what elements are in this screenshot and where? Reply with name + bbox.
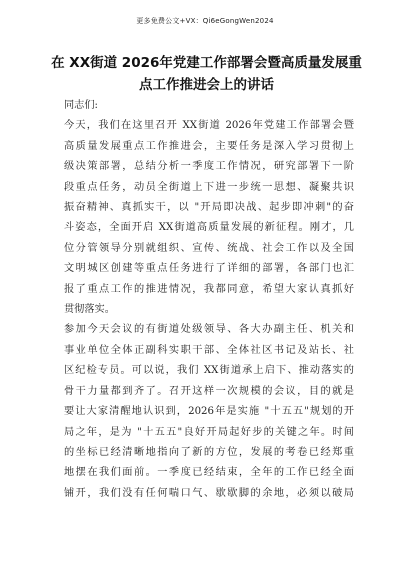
paragraph-line: 局之年，是为 "十五五"良好开局起好步的关键之年。时间 xyxy=(64,426,354,438)
document-body xyxy=(64,96,354,504)
paragraph-line: 今天，我们在这里召开 XX街道 2026年党建工作部署会暨 xyxy=(64,120,354,132)
paragraph-line: 贯彻落实。 xyxy=(64,304,115,316)
title-line-2: 点工作推进会上的讲话 xyxy=(139,77,274,93)
paragraph-line: 斗姿态，全面开启 XX街道高质量发展的新征程。刚才，几 xyxy=(64,222,354,234)
paragraph-line: 铺开，我们没有任何喘口气、歇歇脚的余地，必须以破局 xyxy=(64,487,354,499)
title-line-1: 在 XX街道 2026年党建工作部署会暨高质量发展重 xyxy=(51,55,362,71)
paragraph-line: 要让大家清醒地认识到，2026年是实施 "十五五"规划的开 xyxy=(64,406,354,418)
paragraph-line: 的坐标已经清晰地指向了新的方位，发展的考卷已经郑重 xyxy=(64,446,354,458)
paragraph-line: 级决策部署，总结分析一季度工作情况，研究部署下一阶 xyxy=(64,161,354,173)
paragraph-line: 参加今天会议的有街道处级领导、各大办副主任、机关和 xyxy=(64,324,354,336)
paragraph-line: 区纪检专员。可以说，我们 XX街道承上启下、推动落实的 xyxy=(64,365,354,377)
paragraph-line: 振奋精神、真抓实干，以 "开局即决战、起步即冲刺"的奋 xyxy=(64,202,354,214)
document-title xyxy=(44,52,369,96)
paragraph-line: 报了重点工作的推进情况，我都同意，希望大家认真抓好 xyxy=(64,283,354,295)
salutation: 同志们: xyxy=(64,100,98,111)
paragraph-line: 地摆在我们面前。一季度已经结束，全年的工作已经全面 xyxy=(64,467,354,479)
header-note: 更多免费公文+VX：Qi6eGongWen2024 xyxy=(136,17,274,25)
paragraph-line: 文明城区创建等重点任务进行了详细的部署，各部门也汇 xyxy=(64,263,354,275)
paragraph-line: 位分管领导分别就组织、宣传、统战、社会工作以及全国 xyxy=(64,242,354,254)
paragraph-line: 骨干力量都到齐了。召开这样一次规模的会议，目的就是 xyxy=(64,385,354,397)
paragraph-2 xyxy=(64,320,354,504)
paragraph-line: 高质量发展重点工作推进会，主要任务是深入学习贯彻上 xyxy=(64,140,354,152)
paragraph-line: 事业单位全体正副科实职干部、全体社区书记及站长、社 xyxy=(64,344,354,356)
paragraph-1 xyxy=(64,116,354,320)
paragraph-line: 段重点任务，动员全街道上下进一步统一思想、凝聚共识 xyxy=(64,181,354,193)
